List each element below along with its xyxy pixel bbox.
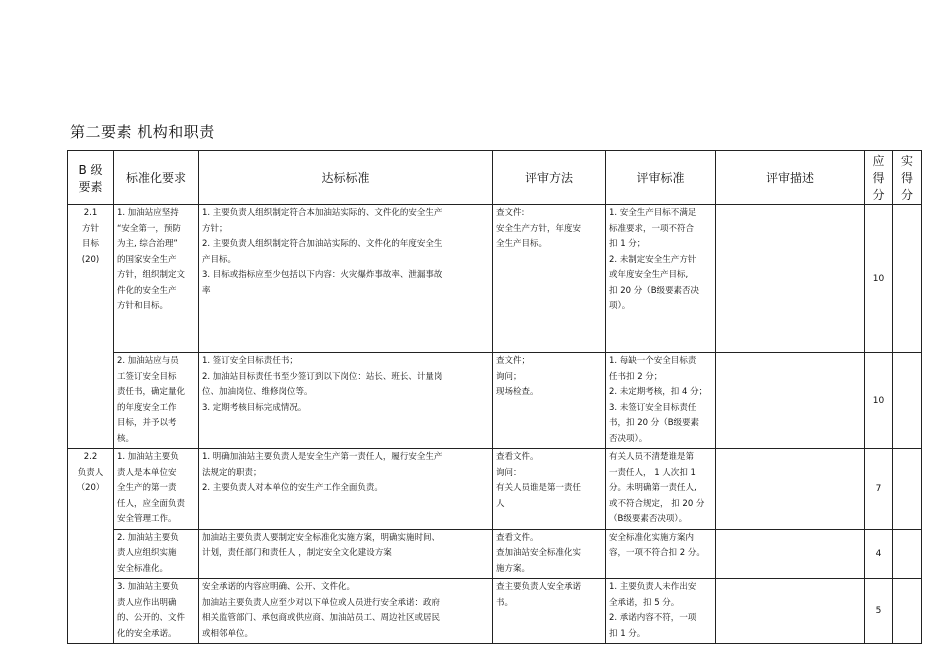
requirement-cell: 3. 加油站主要负 责人应作出明确 的、公开的、文件 化的安全承诺。 — [114, 579, 199, 644]
header-criteria: 评审标准 — [606, 151, 716, 205]
criteria-cell: 1. 安全生产目标不满足 标准要求，一项不符合 扣 1 分； 2. 未制定安全生产方针 或年度安全生产目标, 扣 20 分（B级要素否决 项）。 — [606, 205, 716, 353]
description-cell — [716, 449, 865, 530]
criteria-cell: 1. 每缺一个安全目标责 任书扣 2 分； 2. 未定期考核，扣 4 分； 3. 未签订安全目标责任 书，扣 20 分（B级要素 否决项）。 — [606, 353, 716, 449]
table-row — [68, 205, 922, 353]
score-due-cell: 7 — [865, 449, 893, 530]
standard-cell: 1. 主要负责人组织制定符合本加油站实际的、文件化的安全生产 方针； 2. 主要负责人组织制定符合加油站实际的、文件化的年度安全生 产目标。 3. 目标或指标应至少包括以下内容：火灾爆炸事故率、泄漏事故 率 — [199, 205, 493, 353]
score-due-cell: 4 — [865, 529, 893, 579]
standard-cell: 安全承诺的内容应明确、公开、文件化。 加油站主要负责人应至少对以下单位或人员进行安全承诺：政府 相关监管部门、承包商或供应商、加油站员工、周边社区或居民 或相邻单位。 — [199, 579, 493, 644]
method-cell: 查主要负责人安全承诺 书。 — [493, 579, 606, 644]
method-cell: 查看文件。 询问： 有关人员谁是第一责任 人 — [493, 449, 606, 530]
header-row — [68, 151, 922, 205]
score-due-cell: 10 — [865, 353, 893, 449]
requirement-cell: 2. 加油站应与员 工签订安全目标 责任书，确定量化 的年度安全工作 目标，并予以考 核。 — [114, 353, 199, 449]
criteria-cell: 1. 主要负责人未作出安 全承诺，扣 5 分。 2. 承诺内容不符，一项 扣 1 分。 — [606, 579, 716, 644]
standard-cell: 1. 明确加油站主要负责人是安全生产第一责任人，履行安全生产 法规定的职责； 2. 主要负责人对本单位的安生产工作全面负责。 — [199, 449, 493, 530]
element-cell: 2.2 负责人 （20） — [68, 449, 114, 644]
description-cell — [716, 529, 865, 579]
method-cell: 查文件: 安全生产方针，年度安 全生产目标。 — [493, 205, 606, 353]
header-score-actual: 实得 分 — [893, 151, 922, 205]
method-cell: 查看文件。 查加油站安全标准化实 施方案。 — [493, 529, 606, 579]
header-standard: 达标标准 — [199, 151, 493, 205]
header-score-due: 应得 分 — [865, 151, 893, 205]
description-cell — [716, 579, 865, 644]
header-description: 评审描述 — [716, 151, 865, 205]
evaluation-table — [67, 150, 922, 644]
score-actual-cell — [893, 353, 922, 449]
requirement-cell: 2. 加油站主要负 责人应组织实施 安全标准化。 — [114, 529, 199, 579]
description-cell — [716, 353, 865, 449]
table-row — [68, 579, 922, 644]
criteria-cell: 安全标准化实施方案内 容，一项不符合扣 2 分。 — [606, 529, 716, 579]
section-title: 第二要素 机构和职责 — [70, 123, 215, 141]
header-method: 评审方法 — [493, 151, 606, 205]
requirement-cell: 1. 加油站应坚持 “安全第一，预防 为主, 综合治理” 的国家安全生产 方针，组织制定文 件化的安全生产 方针和目标。 — [114, 205, 199, 353]
score-actual-cell — [893, 579, 922, 644]
table-row — [68, 449, 922, 530]
table-row — [68, 353, 922, 449]
table-row — [68, 529, 922, 579]
score-actual-cell — [893, 529, 922, 579]
method-cell: 查文件； 询问； 现场检查。 — [493, 353, 606, 449]
score-actual-cell — [893, 205, 922, 353]
score-actual-cell — [893, 449, 922, 530]
requirement-cell: 1. 加油站主要负 责人是本单位安 全生产的第一责 任人，应全面负责 安全管理工作。 — [114, 449, 199, 530]
description-cell — [716, 205, 865, 353]
header-element: B 级 要素 — [68, 151, 114, 205]
standard-cell: 1. 签订安全目标责任书； 2. 加油站目标责任书至少签订到以下岗位：站长、班长、计量岗 位、加油岗位、维修岗位等。 3. 定期考核目标完成情况。 — [199, 353, 493, 449]
standard-cell: 加油站主要负责人要制定安全标准化实施方案，明确实施时间、 计划，责任部门和责任人 ，制定安全文化建设方案 — [199, 529, 493, 579]
score-due-cell: 10 — [865, 205, 893, 353]
element-cell: 2.1 方针 目标 (20) — [68, 205, 114, 449]
header-requirement: 标准化要求 — [114, 151, 199, 205]
criteria-cell: 有关人员不清楚谁是第 一责任人， 1 人次扣 1 分。未明确第一责任人, 或不符合规定， 扣 20 分 （B级要素否决项）。 — [606, 449, 716, 530]
score-due-cell: 5 — [865, 579, 893, 644]
